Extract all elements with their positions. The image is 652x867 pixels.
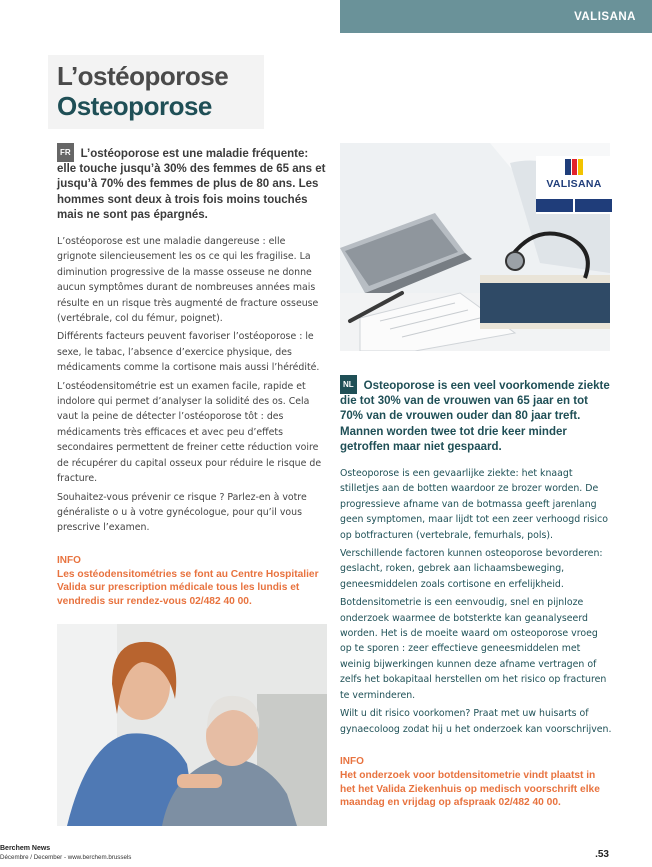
- footer-date-url: Décembre / December - www.berchem.brussels: [0, 854, 132, 861]
- footer-publication: Berchem News: [0, 845, 51, 852]
- logo-wordmark: VALISANA: [546, 178, 602, 190]
- dutch-column: [340, 375, 612, 810]
- paragraph: Osteoporose is een gevaarlijke ziekte: het knaagt stilletjes aan de botten waardoor ze brozer worden. De progressieve afname van de botmassa geeft jarenlang geen symptomen, maar lijdt tot een zeer verhoogd risico op botfracturen (vertebrale, femurhals, pols).: [340, 468, 608, 541]
- lead-fr: [57, 143, 327, 223]
- paragraph: Botdensitometrie is een eenvoudig, snel en pijnloze onderzoek waarmee de botsterkte kan geanalyseerd worden. Het is de moeite waard om osteoporose vroeg op te sporen : zeer effectieve geneesmiddelen met weinig bijwerkingen kunnen deze afname vertragen of zelfs het bokapitaal herstellen om het risico op fracturen te verminderen.: [340, 597, 607, 701]
- section-tag: VALISANA: [340, 0, 652, 33]
- language-badge-fr: FR: [57, 143, 74, 162]
- info-text-nl: Het onderzoek voor botdensitometrie vindt plaatst in het het Valida Ziekenhuis op medisch voorschrift elke maandag en vrijdag op afspraak 02/482 40 00.: [340, 769, 600, 809]
- info-heading-fr: INFO: [57, 554, 81, 566]
- lead-nl: [340, 375, 612, 455]
- footer: [0, 845, 131, 861]
- page-title-nl: Osteoporose: [57, 91, 212, 121]
- paragraph: Souhaitez-vous prévenir ce risque ? Parlez-en à votre généraliste o u à votre gynécologue, pour qu’il vous prescrive l’examen.: [57, 491, 307, 534]
- body-fr: [57, 234, 327, 536]
- french-column: [57, 143, 327, 609]
- paragraph: Différents facteurs peuvent favoriser l’ostéoporose : le sexe, le tabac, l’absence d’exercice physique, des médicaments comme la cortisone mais aussi l’hérédité.: [57, 331, 320, 374]
- paragraph: Verschillende factoren kunnen osteoporose bevorderen: geslacht, roken, gebrek aan lichaamsbeweging, geneesmiddelen zoals cortisone en erfelijkheid.: [340, 548, 603, 590]
- language-badge-nl: NL: [340, 375, 357, 394]
- info-text-fr: Les ostéodensitométries se font au Centre Hospitalier Valida sur prescription médicale tous les lundis et vendredis sur rendez-vous 02/482 40 00.: [57, 568, 319, 607]
- page-number: .53: [595, 849, 609, 860]
- photo-nurse-elderly-illustration: [57, 624, 327, 826]
- body-nl: [340, 466, 612, 737]
- info-heading-nl: INFO: [340, 755, 364, 767]
- valisana-logo: [536, 156, 612, 214]
- lead-text-nl: Osteoporose is een veel voorkomende ziekte die tot 30% van de vrouwen van 65 jaar en tot 70% van de vrouwen ouder dan 80 jaar treft. Mannen worden twee tot drie keer minder getroffen maar niet gespaard.: [340, 380, 610, 453]
- page-title-fr: L’ostéoporose: [57, 61, 229, 91]
- paragraph: L’ostéodensitométrie est un examen facile, rapide et indolore qui permet d’analyser la solidité des os. Cela vaut la peine de détecter l’ostéoporose tôt : des médicaments très efficaces et avec peu d’effets secondaires permettent de freiner cette réduction voire de récupérer du capital osseux pour réduire le risque de fracture.: [57, 380, 322, 485]
- paragraph: Wilt u dit risico voorkomen? Praat met uw huisarts of gynaecoloog zodat hij u het onderzoek kan voorschrijven.: [340, 708, 612, 735]
- logo-partners: [536, 199, 612, 212]
- photo-nurse-elderly: [57, 624, 327, 826]
- paragraph: L’ostéoporose est une maladie dangereuse : elle grignote silencieusement les os ce qui les fragilise. La diminution progressive de la masse osseuse ne donne aucun symptômes durant de nombreuses années mais résulte en un risque très augmenté de fracture osseuse (vertébrale, col du fémur, poignet).: [57, 236, 319, 325]
- lead-text-fr: L’ostéoporose est une maladie fréquente: elle touche jusqu’à 30% des femmes de 65 ans et jusqu’à 70% des femmes de plus de 80 ans. Les hommes sont deux à trois fois moins touchés mais ne sont pas épargnés.: [57, 148, 326, 221]
- valisana-emblem: [536, 156, 612, 178]
